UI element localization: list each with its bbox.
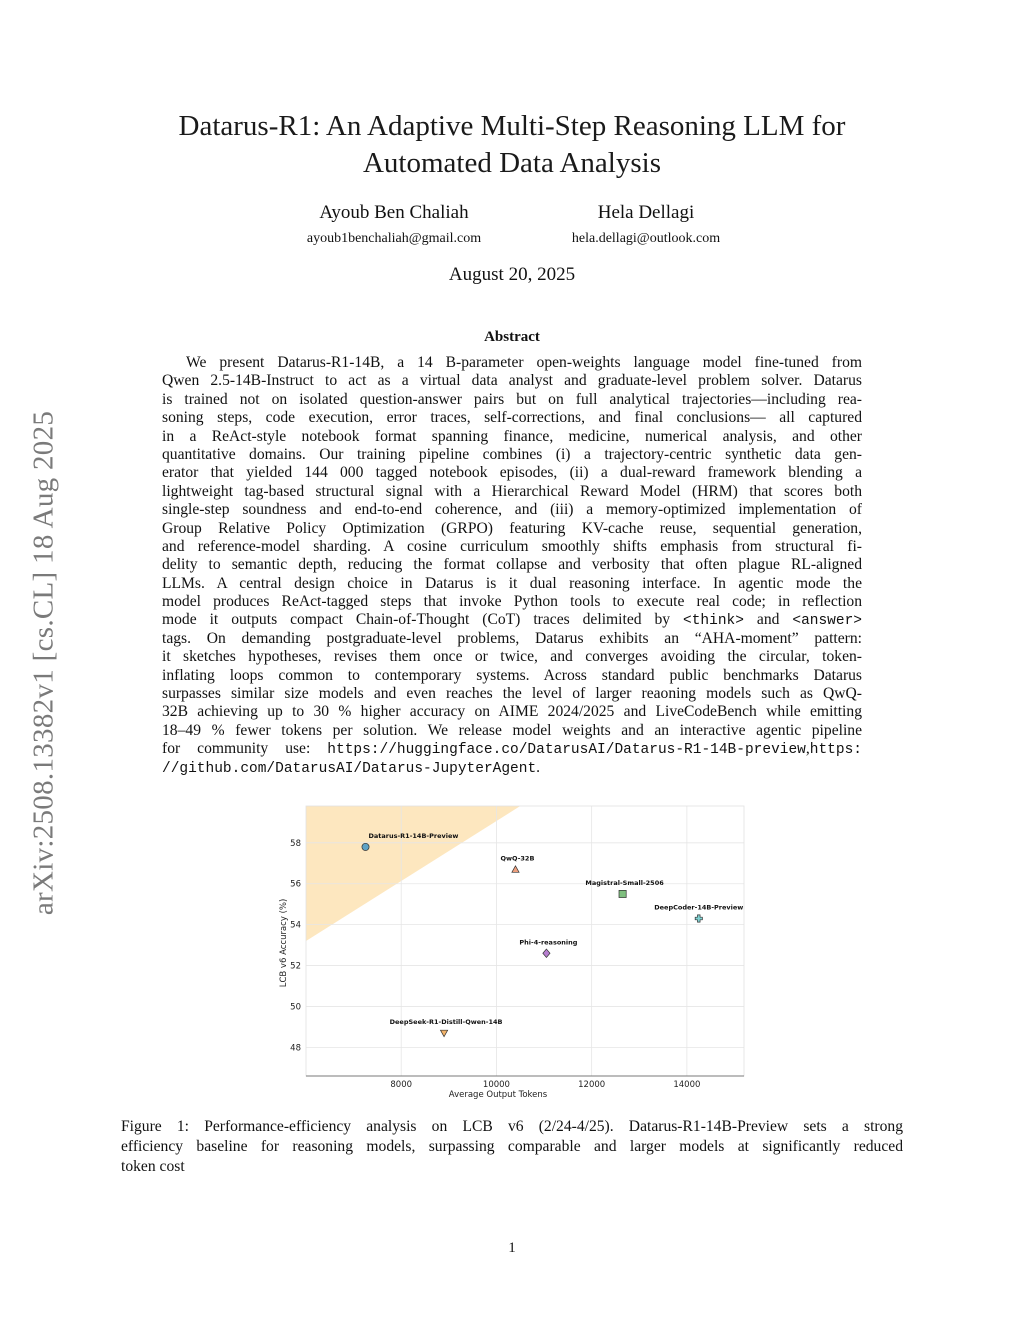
abstract-line: erator that yielded 144 000 tagged notebook episodes, (ii) a dual-reward framework blending a bbox=[162, 464, 862, 482]
abstract-text: and bbox=[743, 611, 793, 629]
data-point bbox=[695, 915, 702, 922]
github-link[interactable]: https: bbox=[809, 742, 862, 759]
abstract-text: mode it outputs compact Chain-of-Thought (CoT) traces delimited by bbox=[162, 611, 684, 629]
author-name: Hela Dellagi bbox=[597, 202, 695, 223]
x-tick-label: 14000 bbox=[673, 1080, 701, 1090]
abstract-text: . bbox=[536, 758, 541, 776]
x-axis-label: Average Output Tokens bbox=[448, 1090, 548, 1100]
publication-date: August 20, 2025 bbox=[448, 264, 576, 285]
title-line: Datarus-R1: An Adaptive Multi-Step Reasoning LLM for bbox=[178, 110, 846, 142]
data-point bbox=[440, 1030, 447, 1036]
data-label: Phi-4-reasoning bbox=[519, 938, 578, 947]
caption-line: token cost bbox=[121, 1158, 185, 1175]
abstract-line bbox=[162, 611, 862, 629]
abstract-line: quantitative domains. Our training pipeline combines (i) a trajectory-centric synthetic data gen- bbox=[162, 445, 862, 463]
author-email: hela.dellagi@outlook.com bbox=[571, 231, 721, 246]
abstract-line: in a ReAct-style notebook format spanning finance, medicine, numerical analysis, and other bbox=[162, 427, 862, 445]
abstract-line: We present Datarus-R1-14B, a 14 B-parameter open-weights language model fine-tuned from bbox=[186, 354, 862, 371]
efficiency-region bbox=[306, 806, 520, 941]
data-point bbox=[619, 890, 626, 897]
abstract-line: Qwen 2.5-14B-Instruct to act as a virtual data analyst and graduate-level problem solver. Datarus bbox=[162, 372, 862, 390]
figure-1 bbox=[270, 800, 760, 1105]
data-label: QwQ-32B bbox=[500, 854, 535, 863]
author-block bbox=[530, 201, 762, 249]
y-tick-label: 52 bbox=[290, 961, 301, 972]
abstract-line: soning steps, code execution, error traces, self-corrections, and final conclusions— all captured bbox=[162, 409, 862, 427]
abstract-line: tags. On demanding postgraduate-level problems, Datarus exhibits an “AHA-moment” pattern: bbox=[162, 629, 862, 647]
abstract-line: single-step soundness and end-to-end coherence, and (iii) a memory-optimized implementation of bbox=[162, 501, 862, 519]
abstract-line: model produces ReAct-tagged steps that invoke Python tools to execute real code; in reflection bbox=[162, 593, 862, 611]
abstract-line bbox=[162, 759, 862, 777]
abstract-body bbox=[162, 354, 862, 777]
data-label: DeepSeek-R1-Distill-Qwen-14B bbox=[389, 1018, 503, 1027]
abstract-line: LLMs. A central design choice in Datarus is it dual reasoning interface. In agentic mode the bbox=[162, 574, 862, 592]
answer-tag-code: <answer> bbox=[792, 613, 862, 630]
abstract-line: and reference-model sharding. A cosine curriculum smoothly shifts emphasis from structural fi- bbox=[162, 537, 862, 555]
y-tick-label: 58 bbox=[290, 838, 301, 849]
abstract-text: for community use: bbox=[162, 740, 328, 758]
y-tick-label: 50 bbox=[290, 1002, 301, 1013]
abstract-line: 32B achieving up to 30 % higher accuracy on AIME 2024/2025 and LiveCodeBench while emitting bbox=[162, 703, 862, 721]
huggingface-link[interactable]: https://huggingface.co/DatarusAI/Datarus-R1-14B-preview bbox=[327, 742, 806, 759]
data-point bbox=[362, 843, 369, 850]
data-point bbox=[543, 949, 550, 957]
data-label: Magistral-Small-2506 bbox=[585, 878, 664, 887]
y-tick-label: 54 bbox=[290, 920, 301, 931]
github-link[interactable]: //github.com/DatarusAI/Datarus-JupyterAgent bbox=[162, 760, 537, 777]
data-label: Datarus-R1-14B-Preview bbox=[368, 831, 459, 840]
data-point bbox=[512, 866, 519, 872]
paper-title bbox=[150, 108, 874, 182]
page-number: 1 bbox=[508, 1240, 516, 1256]
title-line: Automated Data Analysis bbox=[362, 147, 661, 179]
x-tick-label: 10000 bbox=[482, 1080, 510, 1090]
figure-caption bbox=[121, 1117, 903, 1177]
abstract-line: surpasses similar size models and even reaches the level of larger reaoning models such as QwQ- bbox=[162, 685, 862, 703]
abstract-line: lightweight tag-based structural signal with a Hierarchical Reward Model (HRM) that scores both bbox=[162, 482, 862, 500]
author-block bbox=[270, 201, 518, 249]
data-label: DeepCoder-14B-Preview bbox=[654, 903, 744, 912]
abstract-line: delity to semantic depth, reducing the format collapse and verbosity that often plague RL-aligned bbox=[162, 556, 862, 574]
abstract-heading: Abstract bbox=[484, 329, 540, 345]
y-axis-label: LCB v6 Accuracy (%) bbox=[279, 898, 289, 988]
x-tick-label: 8000 bbox=[390, 1080, 413, 1090]
caption-line: Figure 1: Performance-efficiency analysis on LCB v6 (2/24-4/25). Datarus-R1-14B-Preview sets a strong bbox=[121, 1118, 903, 1135]
x-tick-label: 12000 bbox=[578, 1080, 606, 1090]
scatter-chart bbox=[270, 800, 760, 1105]
abstract-line: Group Relative Policy Optimization (GRPO) featuring KV-cache reuse, sequential generation, bbox=[162, 519, 862, 537]
caption-line: efficiency baseline for reasoning models, surpassing comparable and larger models at significantly reduced bbox=[121, 1138, 903, 1155]
think-tag-code: <think> bbox=[683, 613, 744, 630]
abstract-line: inflating loops common to contemporary systems. Across standard public benchmarks Datarus bbox=[162, 666, 862, 684]
arxiv-identifier: arXiv:2508.13382v1 [cs.CL] 18 Aug 2025 bbox=[27, 410, 60, 916]
author-name: Ayoub Ben Chaliah bbox=[319, 202, 469, 223]
abstract-line: it sketches hypotheses, revises them once or twice, and converges avoiding the circular, token- bbox=[162, 648, 862, 666]
abstract-text: , bbox=[805, 740, 810, 758]
y-tick-label: 48 bbox=[290, 1043, 301, 1054]
abstract-line: 18–49 % fewer tokens per solution. We release model weights and an interactive agentic pipeline bbox=[162, 721, 862, 739]
abstract-line: is trained not on isolated question-answer pairs but on full analytical trajectories—including rea- bbox=[162, 390, 862, 408]
author-email: ayoub1benchaliah@gmail.com bbox=[306, 231, 482, 246]
y-tick-label: 56 bbox=[290, 879, 301, 890]
abstract-line bbox=[162, 740, 862, 758]
